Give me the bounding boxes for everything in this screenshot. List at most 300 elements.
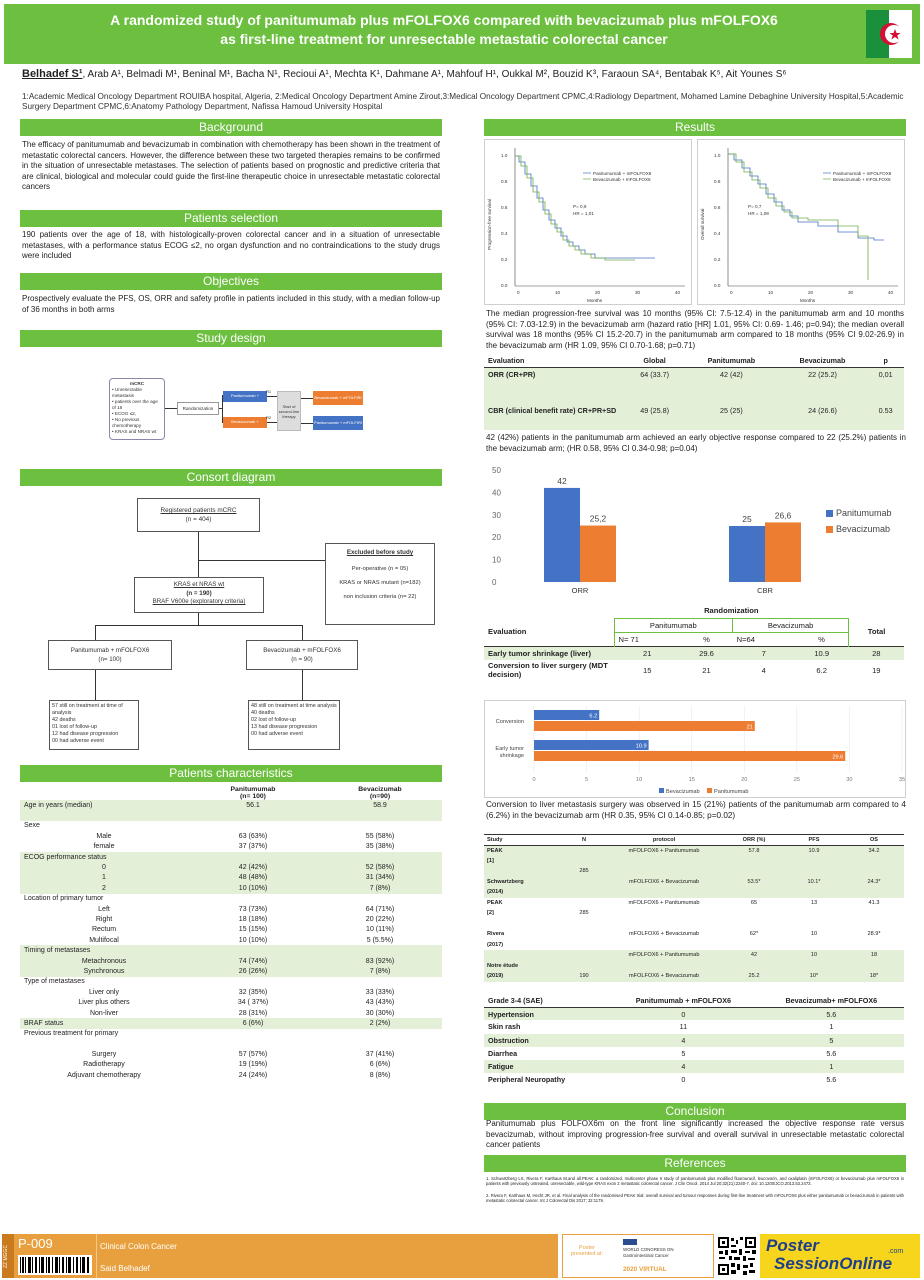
- authors-line: [22, 68, 912, 81]
- resection-cell: 19: [872, 665, 881, 675]
- toxicity-cell: 0: [681, 1009, 686, 1019]
- outcome-item: 13 had disease progression: [251, 724, 318, 730]
- bevacizumab-value: 5 (5.5%): [366, 936, 394, 944]
- reference-1: 1. Schwartzberg LS, Rivera F, Karthaus M,and all.PEAK: a randomized, multicenter phase II study of panitumumab plus modified fluorouracil, leucovorin, and oxaliplatin (mFOLFOX6) or bevacizumab plus mFOLFOX6 in patients with previously untreated, unresectable, wild-type KRAS exon 2 metastatic colorectal cancer. J Clin Oncol. 2014 Jul 20;32(21):2240-7. doi: 10.1200/JCO.2013.53.2473.: [486, 1176, 904, 1187]
- comparison-cell: [564, 877, 604, 888]
- comparison-row: [484, 961, 904, 972]
- bar-bevacizumab-cbr: [765, 522, 801, 582]
- comparison-cell: 10*: [809, 973, 819, 980]
- hbar-panitumumab-1: [534, 751, 845, 761]
- comparison-cell: [564, 887, 604, 898]
- os-ytick: 0.8: [714, 179, 721, 184]
- hbar-xtick: 30: [846, 777, 853, 783]
- pfs-ytick: 0.2: [501, 257, 508, 262]
- evaluation-table: [484, 354, 904, 430]
- comparison-header: protocol: [652, 836, 676, 843]
- characteristics-row: [20, 842, 442, 852]
- bevacizumab-value: [318, 1029, 442, 1039]
- excluded-box: [325, 543, 435, 625]
- section-consort-header: Consort diagram: [20, 469, 442, 486]
- toxicity-cell: 0: [681, 1075, 686, 1085]
- bevacizumab-value: 52 (58%): [318, 862, 442, 872]
- footer-category: Clinical Colon Cancer: [100, 1242, 177, 1251]
- comparison-cell: [564, 919, 604, 930]
- registered-box: [137, 498, 260, 532]
- os-stat: HR = 1,09: [748, 211, 769, 216]
- comparison-cell: 65: [750, 899, 758, 906]
- characteristics-row: [20, 956, 442, 966]
- congress-year: 2020 VIRTUAL: [623, 1266, 667, 1273]
- comparison-cell: [784, 866, 844, 877]
- resection-cell: 21: [702, 665, 711, 675]
- comparison-row: [484, 908, 904, 919]
- bevacizumab-value: [318, 894, 442, 904]
- resection-cell: 4: [761, 665, 766, 675]
- characteristics-row: [20, 1029, 442, 1039]
- characteristic-label: ECOG performance status: [20, 852, 188, 862]
- eval-cell: 42 (42): [720, 370, 743, 379]
- comparison-study: [1]: [487, 857, 494, 864]
- section-conclusion-header: Conclusion: [484, 1103, 906, 1120]
- legend-label: Bevacizumab: [836, 524, 891, 534]
- brand-line2: SessionOnline: [774, 1254, 893, 1273]
- characteristics-row: [20, 862, 442, 872]
- resection-pct: %: [703, 634, 710, 644]
- hbar-data-label: 6.2: [589, 713, 598, 720]
- panitumumab-value: 28 (31%): [238, 1009, 268, 1017]
- bar-bevacizumab-orr: [580, 526, 616, 582]
- poster-code: P-009: [18, 1236, 53, 1251]
- qr-code-icon: [717, 1236, 757, 1276]
- characteristic-label: Previous treatment for primary: [24, 1030, 119, 1038]
- comparison-cell: 13: [810, 899, 818, 906]
- comparison-cell: mFOLFOX6 + Panitumumab: [628, 952, 700, 959]
- characteristics-row: [20, 894, 442, 904]
- toxicity-row: [484, 1007, 904, 1020]
- comparison-cell: [784, 908, 844, 919]
- toxicity-header: Bevacizumab+ mFOLFOX6: [785, 995, 878, 1005]
- characteristic-label: female: [93, 843, 115, 851]
- comparison-cell: mFOLFOX6 + Panitumumab: [628, 847, 700, 854]
- toxicity-label: Skin rash: [488, 1022, 521, 1032]
- comparison-study: PEAK: [487, 899, 503, 906]
- characteristics-row: [20, 925, 442, 935]
- pfs-ytick: 0.6: [501, 205, 508, 210]
- comparison-row: [484, 856, 904, 867]
- excluded-item: non inclusion criteria (n= 22): [343, 594, 417, 600]
- characteristic-label: Liver plus others: [78, 999, 130, 1007]
- comparison-cell: 18*: [869, 973, 879, 980]
- hbar-xtick: 10: [636, 777, 643, 783]
- characteristic-label: Rectum: [91, 926, 117, 934]
- pfs-stat: P= 0,9: [573, 204, 587, 209]
- characteristics-row: [20, 935, 442, 945]
- toxicity-header: Panitumumab + mFOLFOX6: [635, 995, 731, 1005]
- hbar-legend-swatch: [707, 788, 712, 793]
- col1-n: (n= 100): [240, 793, 266, 800]
- toxicity-row: [484, 1073, 904, 1086]
- bevacizumab-value: [318, 821, 442, 831]
- early-response-text: 42 (42%) patients in the panitumumab arm achieved an early objective response compared to 22 (25.2%) patients in the bevacizumab arm; (HR 0.58, 95% CI 0.34-0.98; p=0.04): [486, 433, 906, 453]
- bar-data-label: 25: [742, 514, 752, 524]
- criteria-item: • KRAS and NRAS wt: [112, 429, 157, 434]
- panitumumab-value: [188, 821, 318, 831]
- section-results-header: Results: [484, 119, 906, 136]
- characteristic-label: Left: [98, 905, 110, 913]
- characteristics-row: [20, 1018, 442, 1028]
- hbar-category-label: shrinkage: [499, 753, 524, 759]
- arm2-consort-box: [246, 640, 358, 670]
- comparison-cell: 190: [579, 973, 589, 980]
- comparison-cell: [604, 961, 724, 972]
- arm2-outcome-box: [248, 700, 340, 750]
- characteristic-label: 0: [20, 862, 188, 872]
- comparison-cell: 10.1*: [807, 878, 821, 885]
- comparison-cell: 25.2: [748, 973, 760, 980]
- characteristic-label: [20, 810, 188, 820]
- panitumumab-value: 48 (48%): [188, 873, 318, 883]
- outcome-item: 02 lost of follow-up: [251, 717, 296, 723]
- comparison-row: [484, 929, 904, 940]
- comparison-cell: [844, 961, 904, 972]
- outcome-item: 00 had adverse event: [251, 731, 303, 737]
- comparison-cell: 28.9*: [867, 931, 881, 938]
- characteristic-label: Sexe: [24, 822, 40, 830]
- out2-box: Panitumumab + mFOLFIRI: [313, 416, 363, 430]
- pfs-stat: HR = 1,01: [573, 211, 594, 216]
- registered-n: (n = 404): [185, 516, 212, 523]
- os-xtick: 30: [848, 290, 854, 295]
- characteristics-row: [20, 873, 442, 883]
- comparison-cell: 285: [579, 910, 589, 917]
- panitumumab-value: 74 (74%): [188, 956, 318, 966]
- arm2-n: (n = 90): [291, 656, 313, 663]
- pfs-xlabel: Months: [587, 298, 603, 303]
- characteristic-label: Timing of metastases: [20, 945, 188, 955]
- comparison-cell: [564, 940, 604, 951]
- bevacizumab-value: [318, 945, 442, 955]
- eval-cell: 25 (25): [720, 406, 743, 415]
- bevacizumab-value: [318, 852, 442, 862]
- bevacizumab-value: 37 (41%): [365, 1051, 395, 1059]
- toxicity-label: Fatigue: [488, 1062, 514, 1072]
- panitumumab-value: 34 ( 37%): [237, 999, 269, 1007]
- algeria-flag-logo: [866, 10, 912, 58]
- comparison-study: Notre étude: [487, 962, 519, 969]
- eval-cell: 0.53: [878, 406, 893, 415]
- panitumumab-value: [188, 977, 318, 987]
- characteristic-label: BRAF status: [20, 1018, 188, 1028]
- section-study-design-header: Study design: [20, 330, 442, 347]
- comparison-study: (2017): [487, 941, 504, 948]
- hbar-legend-swatch: [659, 788, 664, 793]
- panitumumab-value: [188, 810, 318, 820]
- characteristics-row: [20, 987, 442, 997]
- characteristic-label: Age in years (median): [20, 800, 188, 810]
- characteristics-row: [20, 1049, 442, 1059]
- comparison-row: [484, 866, 904, 877]
- barcode-icon: [18, 1255, 92, 1275]
- pfs-ylabel: Progression-free survival: [487, 199, 492, 250]
- objectives-text: Prospectively evaluate the PFS, OS, ORR and safety profile in patients included in this study, with a median follow-up of 36 months in both arms: [22, 294, 440, 314]
- bevacizumab-value: 35 (38%): [365, 843, 395, 851]
- poster-presented-label: Poster presented at:: [570, 1245, 604, 1257]
- pfs-ytick: 0.8: [501, 179, 508, 184]
- eval-cell: 64 (33.7): [640, 370, 669, 379]
- criteria-item: • ECOG ≤2,: [112, 411, 137, 416]
- r2-label: R2: [266, 415, 272, 420]
- panitumumab-value: [188, 945, 318, 955]
- comparison-study: [484, 866, 564, 877]
- legend-swatch: [826, 510, 833, 517]
- os-ytick: 0.4: [714, 231, 721, 236]
- comparison-cell: mFOLFOX6 + Panitumumab: [628, 899, 700, 906]
- panitumumab-value: 18 (18%): [238, 915, 268, 923]
- comparison-cell: 62*: [749, 931, 759, 938]
- comparison-cell: [564, 950, 604, 961]
- characteristics-row: [20, 997, 442, 1007]
- bar-data-label: 26,6: [774, 510, 792, 521]
- comparison-cell: [604, 887, 724, 898]
- panitumumab-value: 19 (19%): [238, 1061, 268, 1069]
- os-xtick: 20: [808, 290, 814, 295]
- comparison-cell: [844, 919, 904, 930]
- bevacizumab-value: 43 (43%): [365, 999, 395, 1007]
- footer: [0, 1232, 924, 1280]
- pfs-xtick: 20: [595, 290, 601, 295]
- outcome-item: 01 lost of follow-up: [52, 724, 97, 730]
- arm1-consort-box: [48, 640, 172, 670]
- bevacizumab-value: 2 (2%): [318, 1018, 442, 1028]
- comparison-cell: [784, 856, 844, 867]
- comparison-cell: [844, 908, 904, 919]
- comparison-cell: 285: [579, 868, 589, 875]
- arm1-label: Panitumumab + mFOLFOX6: [70, 647, 150, 654]
- bar-panitumumab-cbr: [729, 526, 765, 582]
- section-references-header: References: [484, 1155, 906, 1172]
- comparison-cell: [724, 856, 784, 867]
- legend-label: Panitumumab: [836, 508, 892, 518]
- comparison-study: (2014): [487, 889, 504, 896]
- bevacizumab-value: 7 (8%): [318, 966, 442, 976]
- bevacizumab-value: 20 (22%): [365, 915, 395, 923]
- toxicity-cell: 5.6: [826, 1075, 837, 1085]
- panitumumab-value: 24 (24%): [238, 1071, 268, 1079]
- bevacizumab-value: 83 (92%): [318, 956, 442, 966]
- poster-title-line2: as first-line treatment for unresectable metastatic colorectal cancer: [220, 31, 668, 47]
- panitumumab-value: 56.1: [188, 800, 318, 810]
- bevacizumab-value: [318, 1039, 442, 1049]
- arm2-label: Bevacizumab + mFOLFOX6: [263, 647, 341, 654]
- resection-cell: 10.9: [814, 648, 830, 658]
- comparison-cell: [784, 961, 844, 972]
- comparison-cell: [844, 887, 904, 898]
- pfs-xtick: 10: [555, 290, 561, 295]
- toxicity-row: [484, 1060, 904, 1073]
- comparison-cell: [604, 940, 724, 951]
- toxicity-cell: 1: [829, 1062, 834, 1072]
- hbar-data-label: 10.9: [635, 743, 647, 750]
- comparison-cell: 24.3*: [867, 878, 881, 885]
- characteristic-label: Synchronous: [20, 966, 188, 976]
- os-legend-item: Bevacizumab + mFOLFOX6: [833, 177, 891, 182]
- outcome-item: 48 still on treatment at time analysis: [251, 703, 337, 709]
- bar-data-label: 42: [557, 475, 567, 486]
- bar-ytick: 0: [492, 578, 497, 587]
- resection-row-label: Early tumor shrinkage (liver): [488, 648, 591, 658]
- comparison-cell: [724, 919, 784, 930]
- eval-row-label: ORR (CR+PR): [488, 370, 536, 379]
- eval-cell: 0,01: [878, 370, 893, 379]
- bar-ytick: 10: [492, 555, 501, 565]
- outcome-item: 12 had disease progression: [52, 731, 119, 737]
- hbar-xtick: 35: [898, 777, 906, 783]
- pfs-legend-item: Bevacizumab + mFOLFOX6: [593, 177, 651, 182]
- os-xtick: 40: [888, 290, 894, 295]
- panitumumab-value: 15 (15%): [238, 926, 268, 934]
- bevacizumab-value: 55 (58%): [365, 832, 395, 840]
- characteristic-label: [20, 1039, 188, 1049]
- characteristics-row: [20, 883, 442, 893]
- comparison-cell: [604, 856, 724, 867]
- conclusion-text: Panitumumab plus FOLFOX6m on the front line significantly increased the objective response rate versus bevacizumab, without improving progression-free survival and overall survival in unresectable metastatic colorectal cancer patients: [486, 1119, 904, 1149]
- characteristics-row: [20, 810, 442, 820]
- wt-n: (n = 190): [186, 589, 212, 597]
- footer-left: [2, 1234, 558, 1278]
- esmo-logo: [623, 1239, 637, 1245]
- comparison-study: Rivera: [487, 931, 505, 938]
- characteristic-label: Metachronous: [20, 956, 188, 966]
- characteristics-row: [20, 966, 442, 976]
- comparison-cell: [724, 940, 784, 951]
- footer-brand: [760, 1234, 920, 1278]
- panitumumab-value: 6 (6%): [188, 1018, 318, 1028]
- comparison-cell: 10: [810, 952, 818, 959]
- panitumumab-value: 26 (26%): [188, 966, 318, 976]
- outcome-item: 42 deaths: [52, 717, 76, 723]
- comparison-cell: mFOLFOX6 + Bevacizumab: [628, 878, 700, 885]
- poster-header: [4, 4, 920, 64]
- toxicity-row: [484, 1034, 904, 1047]
- comparison-header: ORR (%): [742, 836, 766, 843]
- hbar-xtick: 0: [532, 777, 536, 783]
- arm1-n: (n= 100): [98, 656, 122, 663]
- resection-cell: 28: [872, 648, 881, 658]
- comparison-row: [484, 919, 904, 930]
- footer-congress: [562, 1234, 714, 1278]
- panitumumab-value: 42 (42%): [188, 862, 318, 872]
- resection-pct: %: [795, 632, 849, 646]
- brand-line1: Poster: [766, 1236, 819, 1255]
- comparison-cell: [564, 961, 604, 972]
- characteristic-label: Multifocal: [89, 936, 119, 944]
- bevacizumab-value: 58.9: [318, 800, 442, 810]
- comparison-cell: [784, 887, 844, 898]
- panitumumab-value: 57 (57%): [238, 1051, 268, 1059]
- characteristic-label: Surgery: [91, 1051, 117, 1059]
- comparison-row: [484, 898, 904, 909]
- criteria-box: [109, 378, 165, 440]
- eval-header: p: [883, 356, 888, 365]
- resection-cell: 21: [642, 648, 652, 658]
- bar-data-label: 25,2: [589, 513, 607, 524]
- patients-selection-text: 190 patients over the age of 18, with histologically-proven colorectal cancer and in a situation of unresectable metastases, with a performance status ECOG ≤2, no organ dysfunction and no contraindications to the study drugs were included: [22, 230, 440, 260]
- comparison-header: OS: [869, 836, 879, 843]
- arm2-box: Bevacizumab + mFOLFOX6: [223, 417, 267, 428]
- wild-type-box: [134, 577, 264, 613]
- characteristics-row: [20, 1039, 442, 1049]
- toxicity-row: [484, 1047, 904, 1060]
- comparison-cell: [724, 961, 784, 972]
- resection-n1: N= 71: [614, 632, 680, 646]
- characteristics-row: [20, 977, 442, 987]
- comparison-cell: [604, 908, 724, 919]
- bar-ytick: 40: [492, 488, 501, 498]
- comparison-cell: 41.3: [868, 899, 880, 906]
- bar-ytick: 20: [492, 533, 501, 543]
- bar-category-label: ORR: [571, 586, 589, 595]
- comparison-row: [484, 845, 904, 856]
- resection-pan: Panitumumab: [614, 618, 733, 632]
- hbar-legend-label: Bevacizumab: [666, 789, 700, 795]
- first-author: Belhadef S¹: [22, 68, 83, 80]
- bar-ytick: 30: [492, 510, 501, 520]
- toxicity-cell: 5.6: [826, 1048, 837, 1058]
- other-authors: , Arab A¹, Belmadi M¹, Beninal M¹, Bacha N¹, Recioui A¹, Mechta K¹, Dahmane A¹, Mahfouf H¹, Oukkal M², Bouzid K³, Faraoun SA⁴, Bentabak K⁵, Ait Younes S⁶: [82, 69, 787, 80]
- comparison-header: PFS: [808, 836, 820, 843]
- out1-box: Bevacizumab + mFOLFIRI: [313, 391, 363, 405]
- hbar-xtick: 20: [741, 777, 748, 783]
- resection-bev: Bevacizumab: [733, 618, 849, 632]
- panitumumab-value: 73 (73%): [238, 905, 268, 913]
- os-ytick: 0.2: [714, 257, 721, 262]
- comparison-cell: 57.8: [748, 847, 760, 854]
- comparison-header: N: [581, 836, 587, 843]
- characteristic-label: Location of primary tumor: [24, 895, 104, 903]
- bevacizumab-value: 6 (6%): [369, 1061, 391, 1069]
- toxicity-label: Obstruction: [488, 1035, 529, 1045]
- comparison-cell: [844, 940, 904, 951]
- comparison-cell: 10: [810, 931, 818, 938]
- comparison-cell: 10.9: [808, 847, 820, 854]
- panitumumab-value: 63 (63%): [238, 832, 268, 840]
- toxicity-cell: 5: [681, 1048, 686, 1058]
- excluded-item: Per-operative (n = 05): [351, 566, 409, 572]
- hbar-xtick: 25: [793, 777, 800, 783]
- pfs-legend-item: Panitumumab + mFOLFOX6: [593, 171, 652, 176]
- comparison-cell: [724, 866, 784, 877]
- bevacizumab-value: 31 (34%): [318, 873, 442, 883]
- bevacizumab-value: [318, 810, 442, 820]
- outcome-item: 40 deaths: [251, 710, 275, 716]
- comparison-study: PEAK: [487, 847, 503, 854]
- eval-cell: 22 (25.2): [808, 370, 837, 379]
- os-ytick: 0.0: [714, 283, 721, 288]
- hbar-data-label: 29.6: [832, 754, 844, 761]
- toxicity-cell: 4: [681, 1062, 686, 1072]
- eval-header: Evaluation: [488, 356, 525, 365]
- resection-row-label: Conversion to liver surgery (MDT decision): [488, 661, 608, 679]
- characteristic-label: Adjuvant chemotherapy: [67, 1071, 141, 1079]
- panitumumab-value: [188, 1039, 318, 1049]
- os-curve-panitumumab: [728, 154, 884, 240]
- characteristic-label: 2: [20, 883, 188, 893]
- panitumumab-value: 37 (37%): [238, 843, 268, 851]
- comparison-row: [484, 887, 904, 898]
- bevacizumab-value: 64 (71%): [365, 905, 395, 913]
- os-ytick: 1.0: [714, 153, 721, 158]
- comparison-cell: 18: [870, 952, 878, 959]
